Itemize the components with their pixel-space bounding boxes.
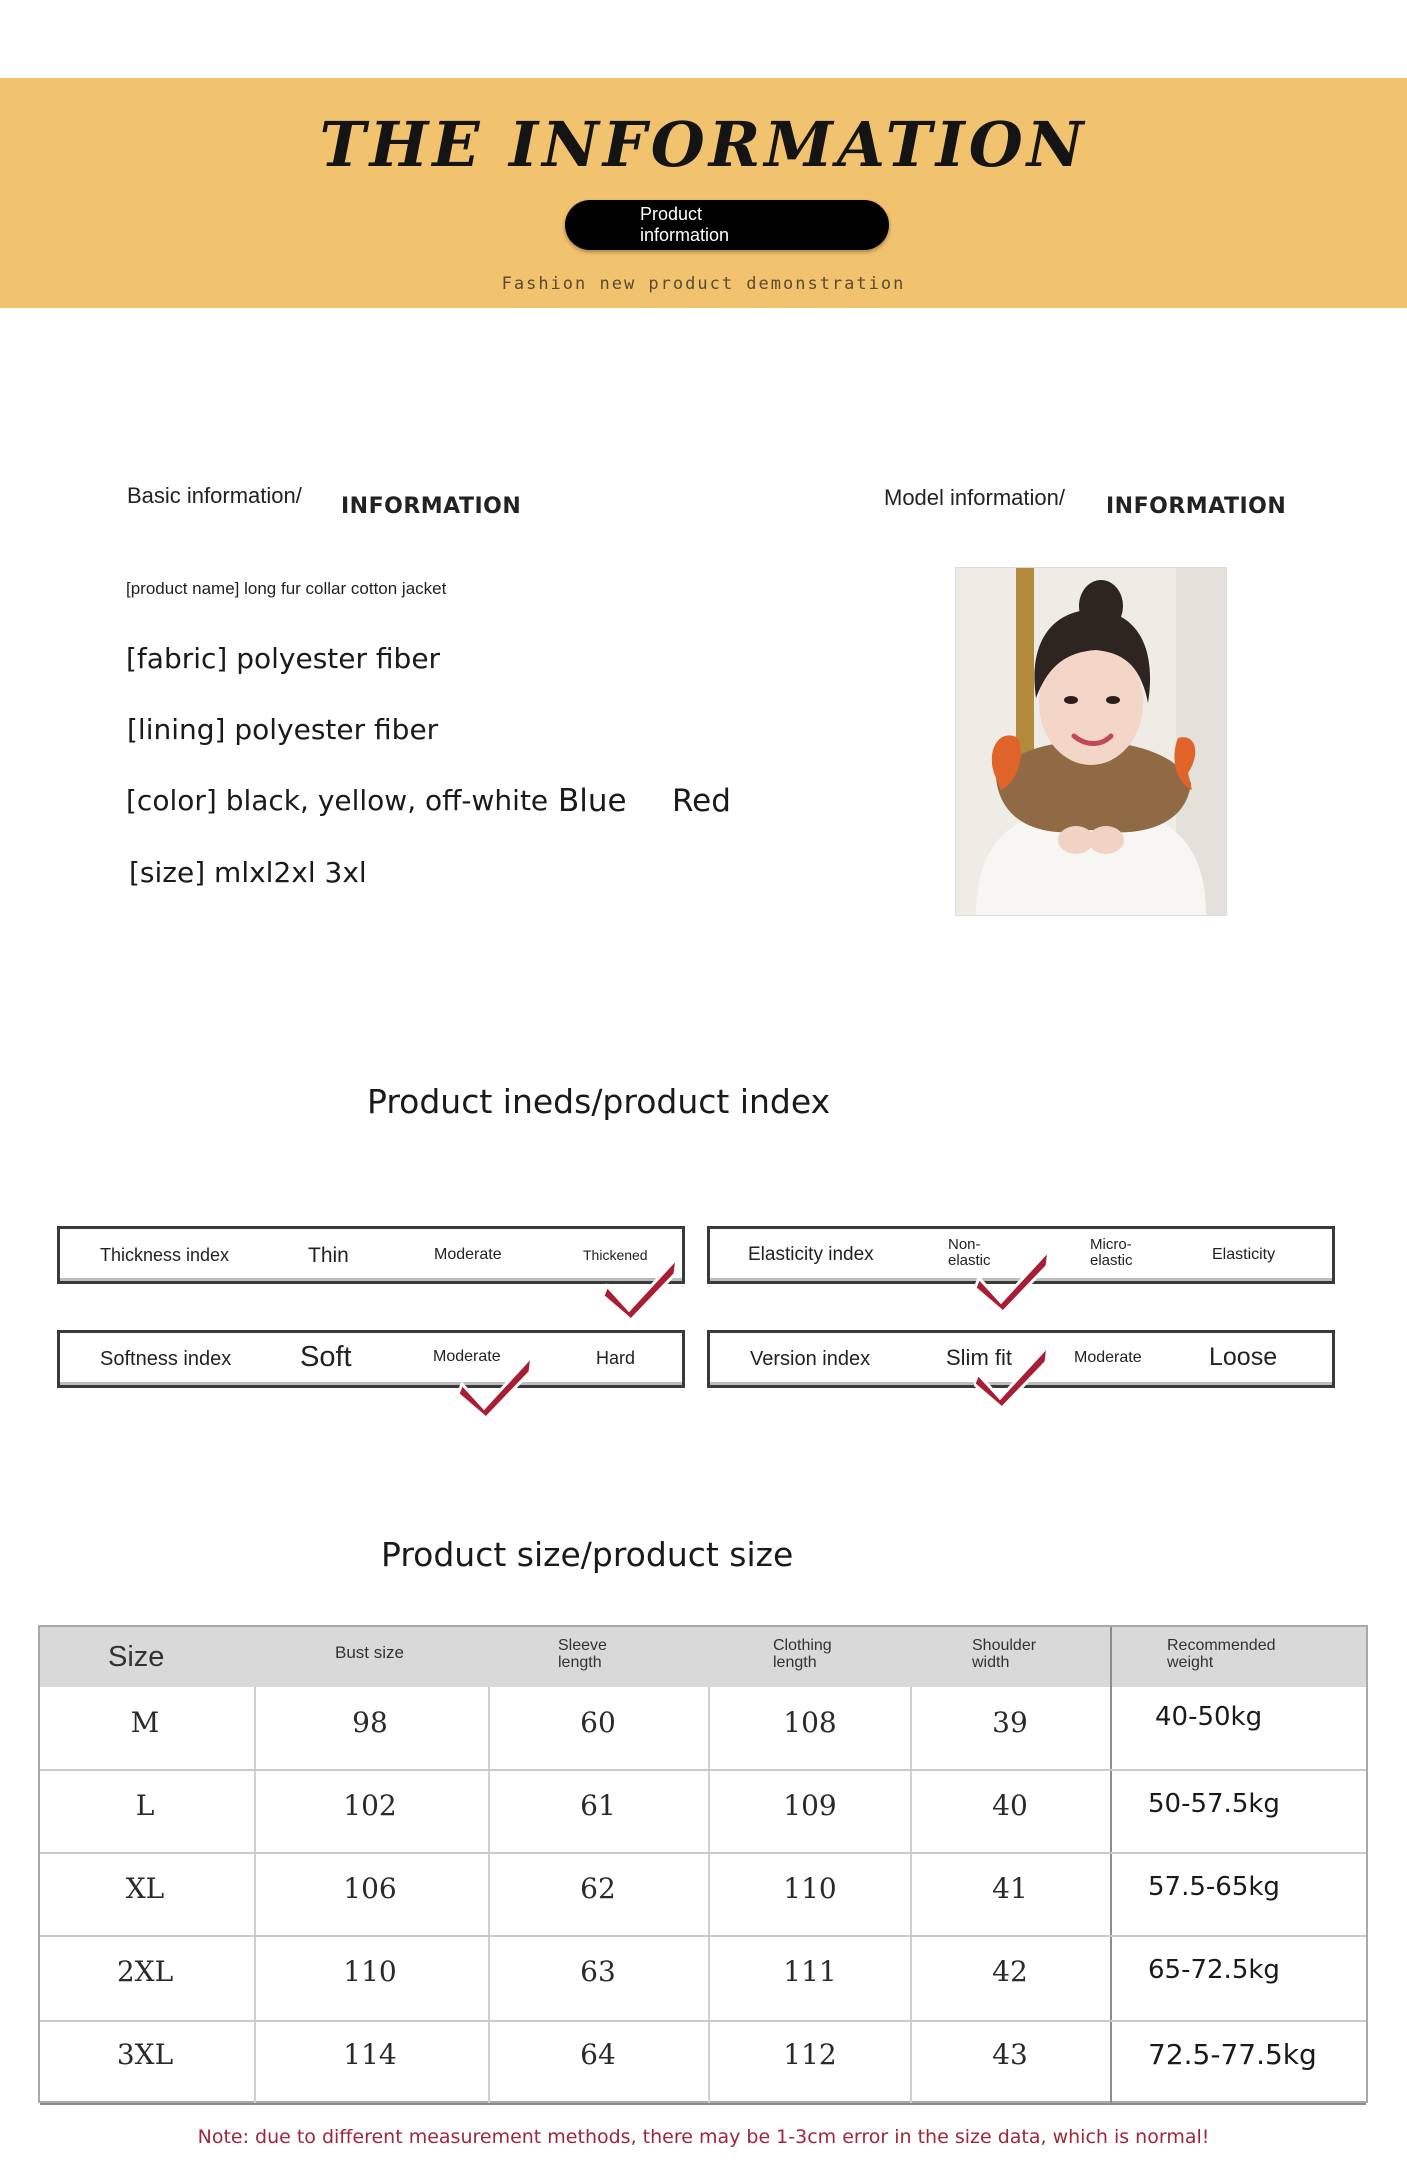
header-clothing-length: Clothing length [773, 1637, 832, 1671]
softness-option-soft: Soft [300, 1341, 352, 1373]
weight-cell: 65-72.5kg [1148, 1955, 1280, 1985]
measure-cell: 108 [783, 1706, 837, 1739]
fabric: [fabric] polyester fiber [126, 642, 441, 675]
measure-cell: 110 [343, 1955, 397, 1988]
softness-option-moderate: Moderate [433, 1348, 501, 1365]
size-cell: XL [125, 1872, 165, 1905]
elasticity-index-label: Elasticity index [748, 1244, 874, 1265]
header-sleeve-length: Sleeve length [558, 1637, 607, 1671]
size-cell: M [130, 1706, 160, 1739]
version-option-slim-fit: Slim fit [946, 1345, 1012, 1370]
measure-cell: 64 [580, 2038, 616, 2071]
header-recommended-weight: Recommended weight [1167, 1637, 1276, 1671]
measure-cell: 61 [580, 1789, 616, 1822]
check-icon [975, 1244, 1055, 1314]
softness-option-hard: Hard [596, 1348, 636, 1368]
thickness-option-moderate: Moderate [434, 1246, 502, 1263]
model-info-heading-caps: INFORMATION [1106, 494, 1287, 519]
weight-column-divider [1110, 1627, 1112, 2103]
banner-title: THE INFORMATION [319, 108, 1088, 181]
weight-cell: 50-57.5kg [1148, 1789, 1280, 1819]
elasticity-option-micro-elastic: Micro- elastic [1090, 1236, 1133, 1269]
lining: [lining] polyester fiber [127, 713, 439, 746]
header-bust-size: Bust size [335, 1643, 404, 1662]
check-icon [603, 1252, 683, 1322]
measure-cell: 109 [783, 1789, 837, 1822]
softness-index-box [57, 1330, 685, 1388]
size-table [38, 1625, 1368, 2103]
measurement-note: Note: due to different measurement methods, there may be 1-3cm error in the size data, which is normal! [197, 2126, 1210, 2148]
measure-cell: 98 [352, 1706, 388, 1739]
basic-info-heading-caps: INFORMATION [341, 494, 522, 519]
weight-cell: 40-50kg [1155, 1702, 1263, 1732]
measure-cell: 43 [992, 2038, 1028, 2071]
model-info-heading: Model information/ [884, 485, 1065, 510]
thickness-option-thickened: Thickened [583, 1247, 648, 1263]
table-header [40, 1627, 1366, 1687]
measure-cell: 60 [580, 1706, 616, 1739]
softness-index-label: Softness index [100, 1348, 232, 1370]
thickness-index-box [57, 1226, 685, 1284]
product-information-pill [565, 200, 889, 250]
size: [size] mlxl2xl 3xl [129, 856, 367, 889]
version-index-label: Version index [750, 1348, 871, 1370]
weight-cell: 72.5-77.5kg [1148, 2038, 1317, 2071]
measure-cell: 62 [580, 1872, 616, 1905]
elasticity-option-elasticity: Elasticity [1212, 1246, 1276, 1263]
size-cell: 3XL [116, 2038, 174, 2071]
measure-cell: 63 [580, 1955, 616, 1988]
measure-cell: 42 [992, 1955, 1028, 1988]
weight-cell: 57.5-65kg [1148, 1872, 1280, 1902]
product-index-title: Product ineds/product index [367, 1082, 831, 1121]
basic-info-heading: Basic information/ [127, 483, 302, 508]
measure-cell: 112 [783, 2038, 837, 2071]
version-option-loose: Loose [1209, 1343, 1278, 1371]
size-cell: L [135, 1789, 155, 1822]
check-icon [458, 1350, 538, 1420]
size-cell: 2XL [116, 1955, 174, 1988]
measure-cell: 106 [343, 1872, 397, 1905]
color: [color] black, yellow, off-white [126, 784, 549, 817]
check-icon [974, 1340, 1054, 1410]
header-shoulder-width: Shoulder width [972, 1637, 1037, 1671]
banner-subtitle: Fashion new product demonstration [501, 274, 906, 294]
product-name: [product name] long fur collar cotton jacket [126, 579, 447, 598]
measure-cell: 39 [992, 1706, 1028, 1739]
measure-cell: 110 [783, 1872, 837, 1905]
measure-cell: 114 [343, 2038, 397, 2071]
measure-cell: 102 [343, 1789, 397, 1822]
measure-cell: 40 [992, 1789, 1028, 1822]
color-blue: Blue [558, 783, 627, 819]
version-option-moderate: Moderate [1074, 1349, 1142, 1366]
header-size: Size [108, 1641, 165, 1673]
measure-cell: 41 [992, 1872, 1028, 1905]
product-size-title: Product size/product size [381, 1535, 794, 1574]
measure-cell: 111 [783, 1955, 837, 1988]
color-red: Red [672, 783, 731, 819]
thickness-option-thin: Thin [308, 1244, 349, 1267]
elasticity-option-non-elastic: Non- elastic [948, 1236, 991, 1269]
model-photo [955, 567, 1227, 916]
pill-label: Product information [640, 204, 730, 245]
thickness-index-label: Thickness index [100, 1245, 230, 1265]
